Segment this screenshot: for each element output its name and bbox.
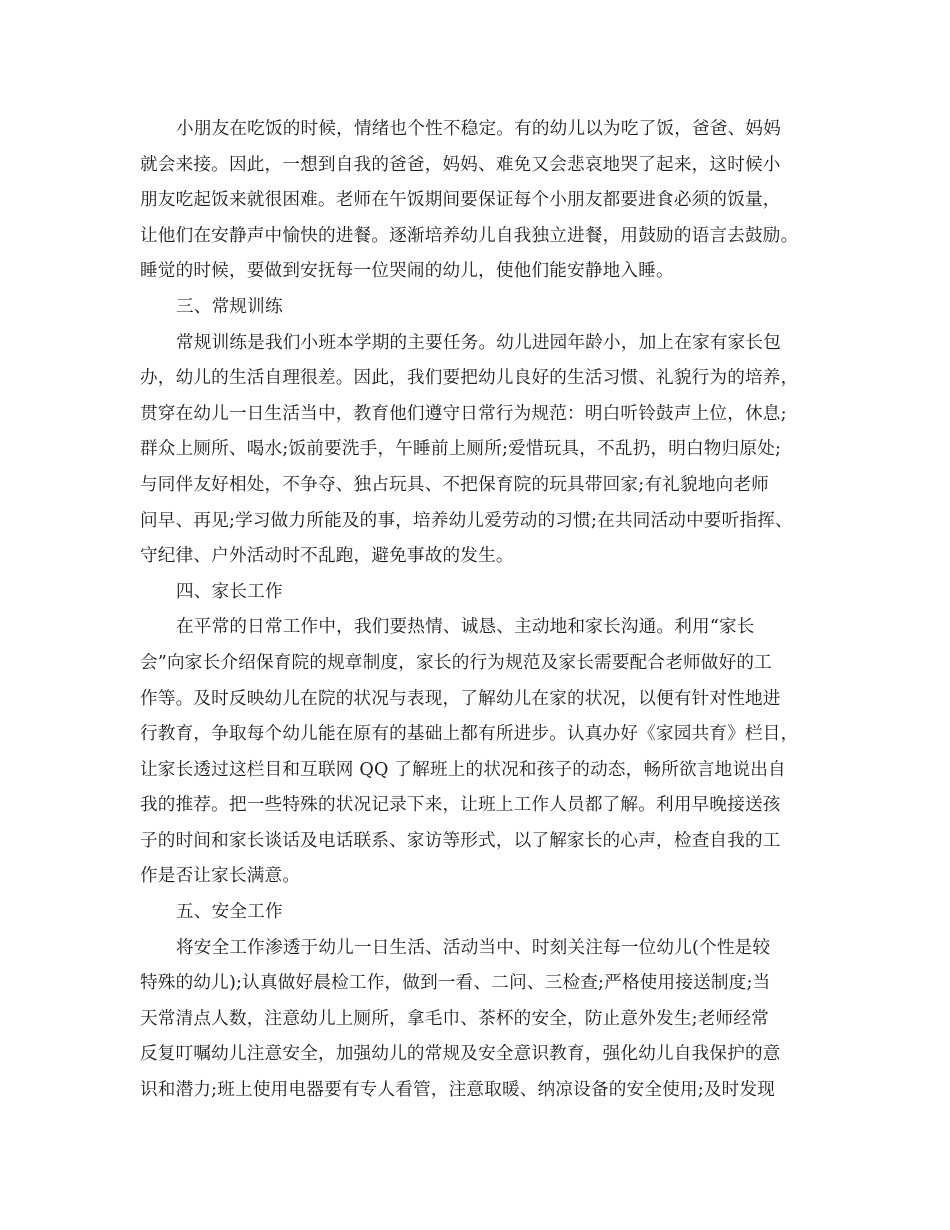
text-line: 常规训练是我们小班本学期的主要任务。幼儿进园年龄小，加上在家有家长包 [176,332,781,353]
section-heading: 五、安全工作 [176,902,283,923]
text-line: 睡觉的时候，要做到安抚每一位哭闹的幼儿，使他们能安静地入睡。 [140,261,674,282]
document-page [140,112,830,1109]
text-line: 行教育，争取每个幼儿能在原有的基础上都有所进步。认真办好《家园共育》栏目， [140,724,799,745]
text-line: 朋友吃起饭来就很困难。老师在午饭期间要保证每个小朋友都要进食必须的饭量， [140,190,781,211]
section-heading: 三、常规训练 [176,296,283,317]
text-line: 特殊的幼儿);认真做好晨检工作，做到一看、二问、三检查;严格使用接送制度;当 [140,973,771,994]
text-line: 让家长透过这栏目和互联网 QQ 了解班上的状况和孩子的动态，畅所欲言地说出自 [140,759,786,780]
text-line: 办，幼儿的生活自理很差。因此，我们要把幼儿良好的生活习惯、礼貌行为的培养， [140,368,799,389]
text-line: 子的时间和家长谈话及电话联系、家访等形式，以了解家长的心声，检查自我的工 [140,830,781,851]
text-line: 在平常的日常工作中，我们要热情、诚恳、主动地和家长沟通。利用“家长 [176,617,755,638]
text-line: 我的推荐。把一些特殊的状况记录下来，让班上工作人员都了解。利用早晚接送孩 [140,795,781,816]
text-line: 反复叮嘱幼儿注意安全，加强幼儿的常规及安全意识教育，强化幼儿自我保护的意 [140,1044,781,1065]
text-line: 让他们在安静声中愉快的进餐。逐渐培养幼儿自我独立进餐，用鼓励的语言去鼓励。 [140,225,799,246]
text-line: 识和潜力;班上使用电器要有专人看管，注意取暖、纳凉设备的安全使用;及时发现 [140,1080,776,1101]
section-heading: 四、家长工作 [176,581,283,602]
text-line: 会”向家长介绍保育院的规章制度，家长的行为规范及家长需要配合老师做好的工 [140,652,772,673]
text-line: 贯穿在幼儿一日生活当中，教育他们遵守日常行为规范：明白听铃鼓声上位，休息; [140,403,787,424]
text-line: 将安全工作渗透于幼儿一日生活、活动当中、时刻关注每一位幼儿(个性是较 [176,937,771,958]
text-line: 与同伴友好相处，不争夺、独占玩具、不把保育院的玩具带回家;有礼貌地向老师 [140,474,769,495]
text-line: 作是否让家长满意。 [140,866,301,887]
text-line: 群众上厕所、喝水;饭前要洗手，午睡前上厕所;爱惜玩具，不乱扔，明白物归原处; [140,439,782,460]
text-line: 作等。及时反映幼儿在院的状况与表现，了解幼儿在家的状况，以便有针对性地进 [140,688,781,709]
text-line: 天常清点人数，注意幼儿上厕所，拿毛巾、茶杯的安全，防止意外发生;老师经常 [140,1008,769,1029]
text-line: 就会来接。因此，一想到自我的爸爸，妈妈、难免又会悲哀地哭了起来，这时候小 [140,154,781,175]
text-line: 小朋友在吃饭的时候，情绪也个性不稳定。有的幼儿以为吃了饭，爸爸、妈妈 [176,119,781,139]
text-line: 守纪律、户外活动时不乱跑，避免事故的发生。 [140,546,514,567]
text-line: 问早、再见;学习做力所能及的事，培养幼儿爱劳动的习惯;在共同活动中要听指挥、 [140,510,793,531]
